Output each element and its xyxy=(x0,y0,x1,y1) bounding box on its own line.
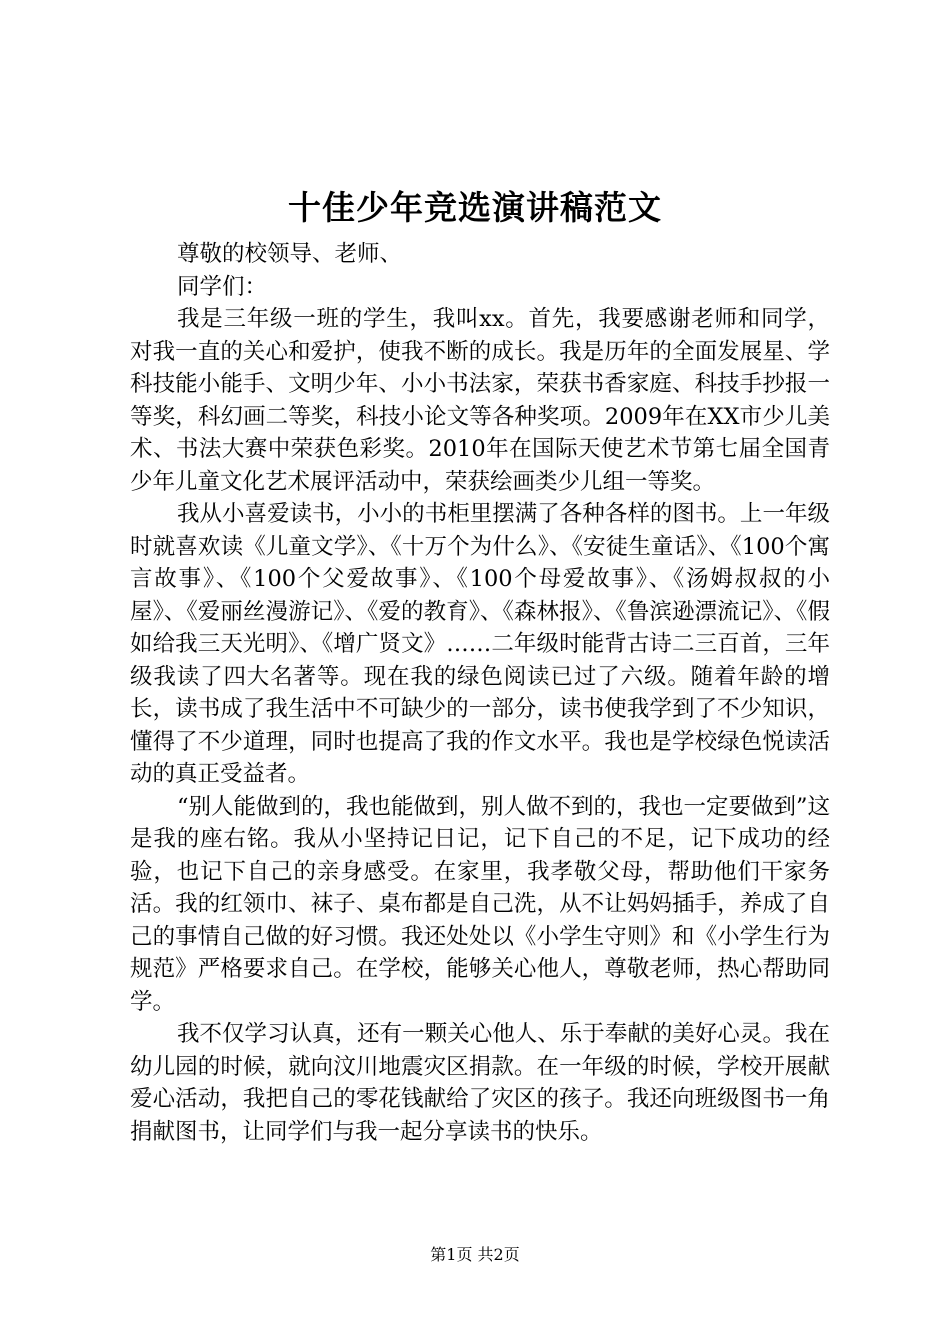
paragraph-3: “别人能做到的，我也能做到，别人做不到的，我也一定要做到”这是我的座右铭。我从小坚持记日记，记下自己的不足，记下成功的经验，也记下自己的亲身感受。在家里，我孝敬父母，帮助他们干家务活。我的红领巾、袜子、桌布都是自己洗，从不让妈妈插手，养成了自己的事情自己做的好习惯。我还处处以《小学生守则》和《小学生行为规范》严格要求自己。在学校，能够关心他人，尊敬老师，热心帮助同学。 xyxy=(130,793,831,1015)
document-title: 十佳少年竞选演讲稿范文 xyxy=(288,188,662,227)
page-footer: 第1页 共2页 xyxy=(430,1245,520,1264)
paragraph-2: 我从小喜爱读书，小小的书柜里摆满了各种各样的图书。上一年级时就喜欢读《儿童文学》、《十万个为什么》、《安徒生童话》、《100个寓言故事》、《100个父爱故事》、《100个母爱故事》、《汤姆叔叔的小屋》、《爱丽丝漫游记》、《爱的教育》、《森林报》、《鲁滨逊漂流记》、《假如给我三天光明》、《增广贤文》……二年级时能背古诗二三百首，三年级我读了四大名著等。现在我的绿色阅读已过了六级。随着年龄的增长，读书成了我生活中不可缺少的一部分，读书使我学到了不少知识，懂得了不少道理，同时也提高了我的作文水平。我也是学校绿色悦读活动的真正受益者。 xyxy=(130,501,830,787)
paragraph-1: 我是三年级一班的学生，我叫xx。首先，我要感谢老师和同学，对我一直的关心和爱护，使我不断的成长。我是历年的全面发展星、学科技能小能手、文明少年、小小书法家，荣获书香家庭、科技手抄报一等奖，科幻画二等奖，科技小论文等各种奖项。2009年在XX市少儿美术、书法大赛中荣获色彩奖。2010年在国际天使艺术节第七届全国青少年儿童文化艺术展评活动中，荣获绘画类少儿组一等奖。 xyxy=(130,306,830,495)
salutation-line-2: 同学们： xyxy=(177,273,268,300)
paragraph-4: 我不仅学习认真，还有一颗关心他人、乐于奉献的美好心灵。我在幼儿园的时候，就向汶川地震灾区捐款。在一年级的时候，学校开展献爱心活动，我把自己的零花钱献给了灾区的孩子。我还向班级图书一角捐献图书，让同学们与我一起分享读书的快乐。 xyxy=(130,1021,830,1145)
salutation-line-1: 尊敬的校领导、老师、 xyxy=(177,241,403,267)
document-body xyxy=(130,238,830,1148)
